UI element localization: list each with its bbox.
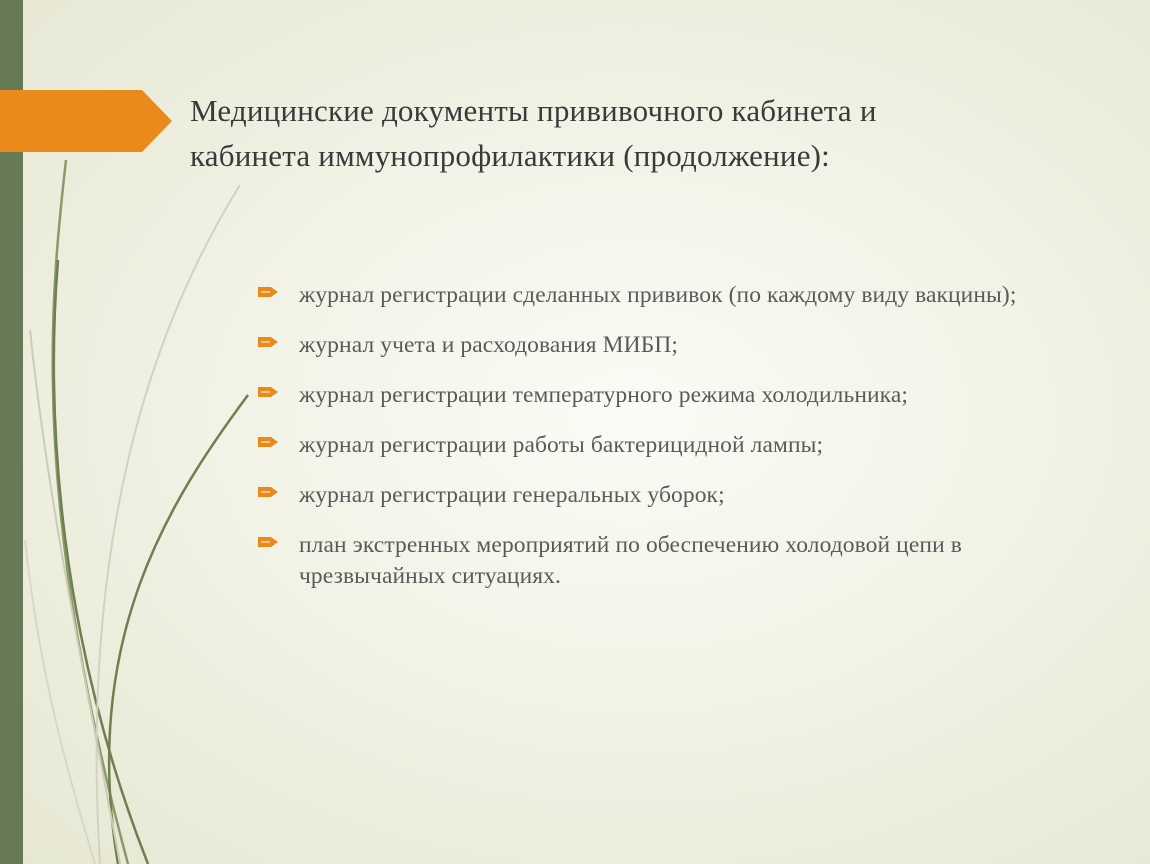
orange-pen-bullet-icon xyxy=(258,435,278,449)
list-item xyxy=(258,530,1058,592)
list-item-text: журнал регистрации температурного режима холодильника; xyxy=(299,382,908,408)
orange-pen-bullet-icon xyxy=(258,535,278,549)
orange-arrow-shape xyxy=(0,90,172,152)
list-item-text: план экстренных мероприятий по обеспечению холодовой цепи в чрезвычайных ситуациях. xyxy=(299,532,962,589)
list-item xyxy=(258,380,1058,411)
list-item xyxy=(258,480,1058,511)
slide-title xyxy=(190,88,1090,178)
orange-pen-bullet-icon xyxy=(258,285,278,299)
orange-pen-bullet-icon xyxy=(258,335,278,349)
list-item-text: журнал регистрации сделанных прививок (по каждому виду вакцины); xyxy=(299,282,1017,308)
slide-title-line-2: кабинета иммунопрофилактики (продолжение): xyxy=(190,138,830,173)
document-list xyxy=(258,280,1058,611)
list-item xyxy=(258,430,1058,461)
list-item-text: журнал регистрации генеральных уборок; xyxy=(299,482,725,508)
list-item xyxy=(258,330,1058,361)
list-item xyxy=(258,280,1058,311)
list-item-text: журнал учета и расходования МИБП; xyxy=(299,332,679,358)
orange-pen-bullet-icon xyxy=(258,485,278,499)
orange-pen-bullet-icon xyxy=(258,385,278,399)
list-item-text: журнал регистрации работы бактерицидной лампы; xyxy=(299,432,824,458)
slide-title-line-1: Медицинские документы прививочного кабинета и xyxy=(190,93,877,128)
